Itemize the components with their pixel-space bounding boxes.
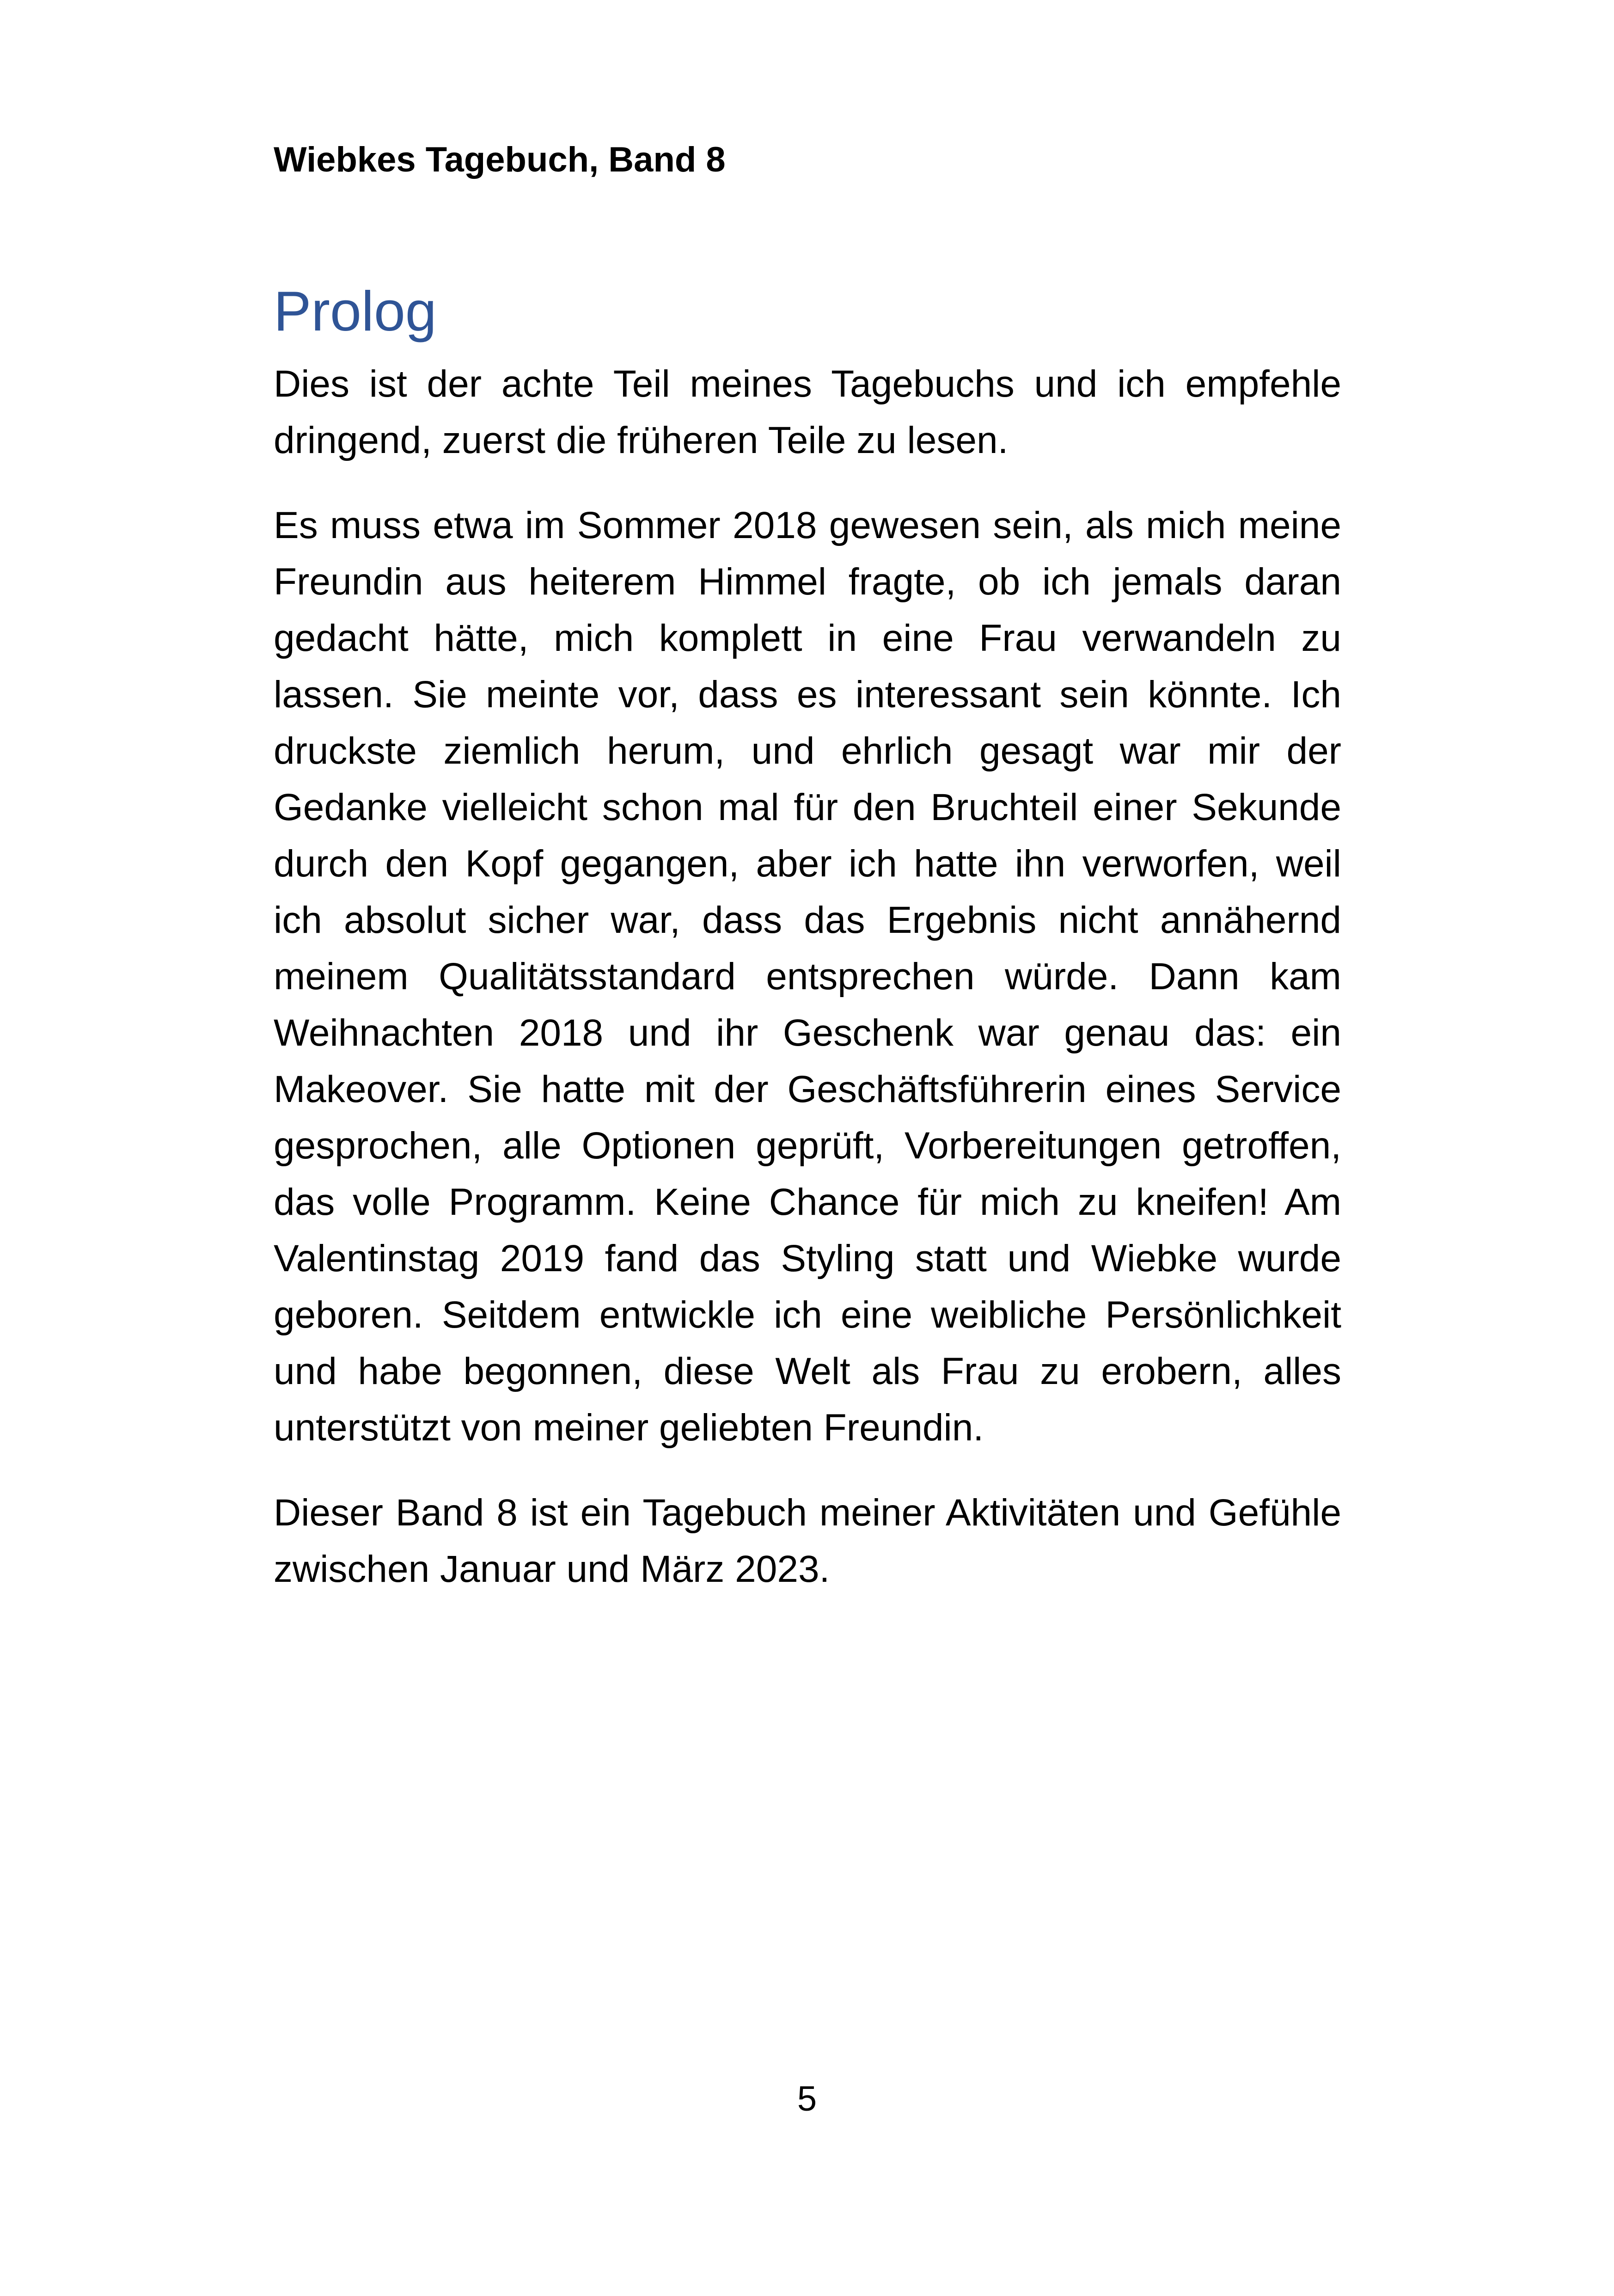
paragraph: Dies ist der achte Teil meines Tagebuchs und ich empfehle dringend, zuerst die früheren Teile zu lesen. [274, 363, 1341, 461]
chapter-title: Prolog [274, 280, 437, 343]
running-header: Wiebkes Tagebuch, Band 8 [274, 140, 726, 179]
paragraph: Es muss etwa im Sommer 2018 gewesen sein, als mich meine Freundin aus heiterem Himmel fragte, ob ich jemals daran gedacht hätte, mich komplett in eine Frau verwandeln zu lassen. Sie meinte vor, dass es interessant sein könnte. Ich druckste ziemlich herum, und ehrlich gesagt war mir der Gedanke vielleicht schon mal für den Bruchteil einer Sekunde durch den Kopf gegangen, aber ich hatte ihn verworfen, weil ich absolut sicher war, dass das Ergebnis nicht annähernd meinem Qualitätsstandard entsprechen würde. Dann kam Weihnachten 2018 und ihr Geschenk war genau das: ein Makeover. Sie hatte mit der Geschäftsführerin eines Service gesprochen, alle Optionen geprüft, Vorbereitungen getroffen, das volle Programm. Keine Chance für mich zu kneifen! Am Valentinstag 2019 fand das Styling statt und Wiebke wurde geboren. Seitdem entwickle ich eine weibliche Persönlichkeit und habe begonnen, diese Welt als Frau zu erobern, alles unterstützt von meiner geliebten Freundin. [274, 504, 1341, 1449]
chapter-body [274, 356, 1341, 1626]
paragraph: Dieser Band 8 ist ein Tagebuch meiner Aktivitäten und Gefühle zwischen Januar und März 2023. [274, 1492, 1341, 1590]
page-number: 5 [797, 2079, 817, 2118]
